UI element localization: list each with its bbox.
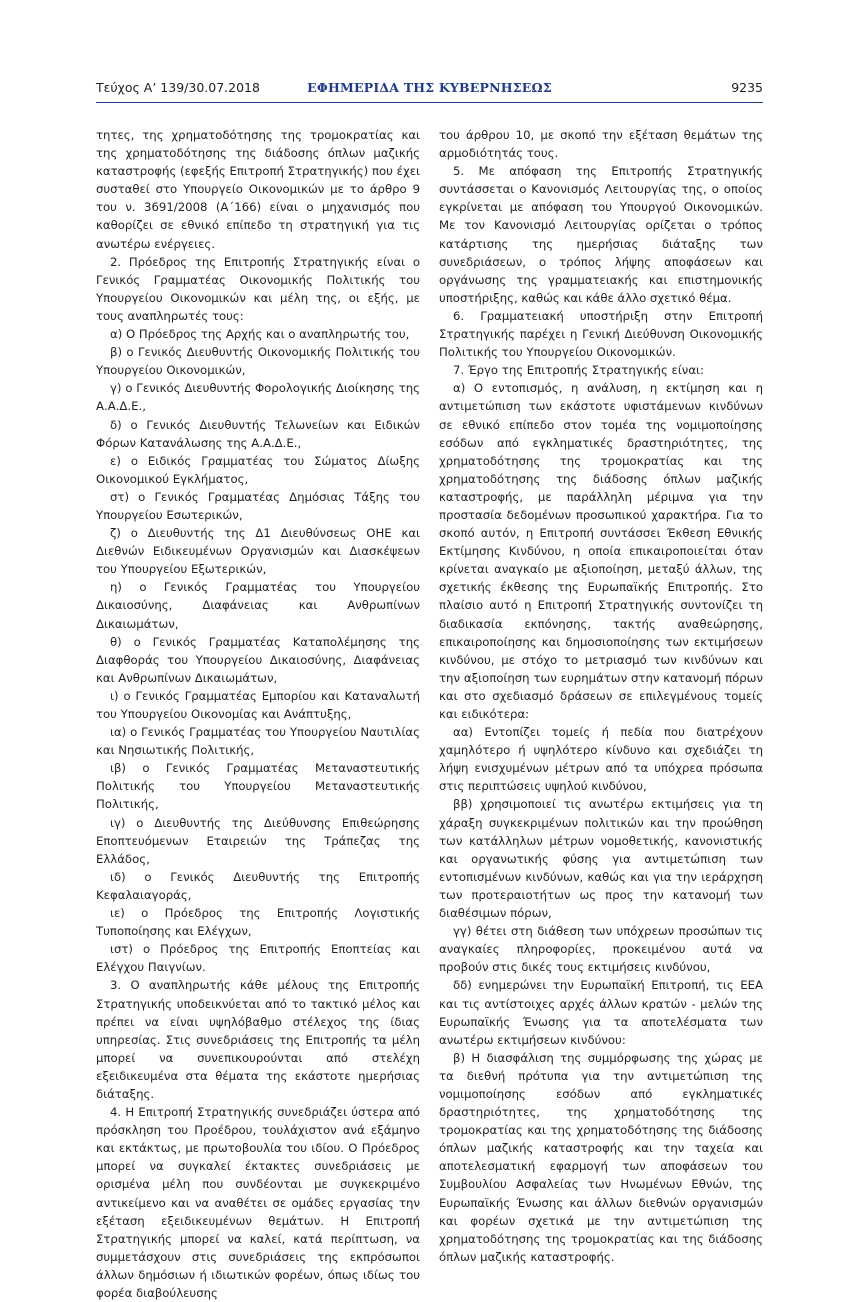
list-item: αα) Εντοπίζει τομείς ή πεδία που διατρέχουν χαμηλότερο ή υψηλότερο κίνδυνο και σχεδιάζει τη λήψη ενισχυμένων μέτρων από τα υπόχρεα πρόσωπα στις περιπτώσεις υψηλού κινδύνου,	[439, 725, 763, 794]
list-item: στ) ο Γενικός Γραμματέας Δημόσιας Τάξης του Υπουργείου Εσωτερικών,	[96, 489, 420, 522]
page-header	[96, 80, 763, 100]
list-item: ε) ο Ειδικός Γραμματέας του Σώματος Δίωξης Οικονομικού Εγκλήματος,	[96, 453, 420, 486]
list-item: β) ο Γενικός Διευθυντής Οικονομικής Πολιτικής του Υπουργείου Οικονομικών,	[96, 345, 420, 378]
list-item: δδ) ενημερώνει την Ευρωπαϊκή Επιτροπή, τις ΕΕΑ και τις αντίστοιχες αρχές άλλων κρατών - μελών της Ευρωπαϊκής Ένωσης για τα αποτελέσματα των ανωτέρω εκτιμήσεων κινδύνου:	[439, 978, 763, 1047]
paragraph: 3. Ο αναπληρωτής κάθε μέλους της Επιτροπής Στρατηγικής υποδεικνύεται από το τακτικό μέλος και πρέπει να είναι υψηλόβαθμο στέλεχος της ίδιας υπηρεσίας. Στις συνεδριάσεις της Επιτροπής τα μέλη μπορεί να συνεπικουρούνται από στελέχη εξειδικευμένα στα θέματα της εκάστοτε ημερήσιας διάταξης.	[96, 978, 420, 1101]
list-item: ιε) ο Πρόεδρος της Επιτροπής Λογιστικής Τυποποίησης και Ελέγχων,	[96, 906, 420, 939]
paragraph: 6. Γραμματειακή υποστήριξη στην Επιτροπή Στρατηγικής παρέχει η Γενική Διεύθυνση Οικονομικής Πολιτικής του Υπουργείου Οικονομικών.	[439, 308, 763, 360]
paragraph: α) Ο εντοπισμός, η ανάλυση, η εκτίμηση και η αντιμετώπιση των εκάστοτε υφιστάμενων κινδύνων σε εθνικό επίπεδο στον τομέα της νομιμοποίησης εσόδων από εγκληματικές δραστηριότητες, της χρηματοδότησης της τρομοκρατίας και της χρηματοδότησης της διάδοσης όπλων μαζικής καταστροφής, με παράλληλη μέριμνα για την προστασία δεδομένων προσωπικού χαρακτήρα. Για το σκοπό αυτόν, η Επιτροπή συντάσσει Έκθεση Εθνικής Εκτίμησης Κινδύνου, η οποία επικαιροποιείται όταν κρίνεται αναγκαίο με αξιοποίηση, μεταξύ άλλων, της σχετικής έκθεσης της Ευρωπαϊκής Επιτροπής. Στο πλαίσιο αυτό η Επιτροπή Στρατηγικής συντονίζει τη διαδικασία εκπόνησης, τακτής αναθεώρησης, επικαιροποίησης και δημοσιοποίησης των εκτιμήσεων κινδύνου, με στόχο το μετριασμό των κινδύνων και την αξιοποίηση των ευρημάτων στην κατανομή πόρων και στο σχεδιασμό δράσεων σε επιλεγμένους τομείς και ειδικότερα:	[439, 381, 763, 721]
paragraph: 5. Με απόφαση της Επιτροπής Στρατηγικής συντάσσεται ο Κανονισμός Λειτουργίας της, ο οποίος εγκρίνεται με απόφαση του Υπουργού Οικονομικών. Με τον Κανονισμό Λειτουργίας ορίζεται ο τρόπος κατάρτισης της ημερήσιας διάταξης των συνεδριάσεων, ο τρόπος λήψης αποφάσεων και οργάνωσης της γραμματειακής και επιστημονικής υποστήριξης, καθώς και κάθε άλλο σχετικό θέμα.	[439, 164, 763, 305]
list-item: ιστ) ο Πρόεδρος της Επιτροπής Εποπτείας και Ελέγχου Παιγνίων.	[96, 942, 420, 975]
right-column	[439, 126, 763, 1266]
list-item: ιβ) ο Γενικός Γραμματέας Μεταναστευτικής Πολιτικής του Υπουργείου Μεταναστευτικής Πολιτικής,	[96, 761, 420, 812]
list-item: δ) ο Γενικός Διευθυντής Τελωνείων και Ειδικών Φόρων Κατανάλωσης της Α.Α.Δ.Ε.,	[96, 417, 420, 450]
header-divider	[96, 102, 763, 103]
list-item: η) ο Γενικός Γραμματέας του Υπουργείου Δικαιοσύνης, Διαφάνειας και Ανθρωπίνων Δικαιωμάτων,	[96, 580, 420, 631]
list-item: ββ) χρησιμοποιεί τις ανωτέρω εκτιμήσεις για τη χάραξη συγκεκριμένων πολιτικών και την προώθηση των κατάλληλων μέτρων νομοθετικής, κανονιστικής και οργανωτικής φύσης για αντιμετώπιση των εντοπισμένων κινδύνων, καθώς και για την ιεράρχηση των προτεραιοτήτων ως προς την κατανομή των διαθέσιμων πόρων,	[439, 797, 763, 921]
list-item: α) Ο Πρόεδρος της Αρχής και ο αναπληρωτής του,	[110, 327, 410, 342]
gazette-title: ΕΦΗΜΕΡΙΔΑ ΤΗΣ ΚΥΒΕΡΝΗΣΕΩΣ	[307, 80, 552, 95]
paragraph: 7. Έργο της Επιτροπής Στρατηγικής είναι:	[453, 363, 704, 378]
issue-reference: Τεύχος A’ 139/30.07.2018	[96, 80, 260, 95]
page-number: 9235	[731, 80, 763, 95]
list-item: γγ) θέτει στη διάθεση των υπόχρεων προσώπων τις αναγκαίες πληροφορίες, προκειμένου αυτά να προβούν στις δικές τους εκτιμήσεις κινδύνου,	[439, 924, 763, 975]
list-item: ιγ) ο Διευθυντής της Διεύθυνσης Επιθεώρησης Εποπτευόμενων Εταιρειών της Τράπεζας της Ελλάδος,	[96, 815, 420, 866]
document-body	[96, 126, 763, 1300]
paragraph: 4. Η Επιτροπή Στρατηγικής συνεδριάζει ύστερα από πρόσκληση του Προέδρου, τουλάχιστον ανά εξάμηνο και εκτάκτως, με πρωτοβουλία του ιδίου. Ο Πρόεδρος μπορεί να συγκαλεί έκτακτες συνεδριάσεις με ορισμένα μέλη που συνδέονται με συγκεκριμένο αντικείμενο και να αναθέτει σε ομάδες εργασίας την εξέταση εξειδικευμένων θεμάτων. Η Επιτροπή Στρατηγικής μπορεί να καλεί, κατά περίπτωση, να συμμετάσχουν στις συνεδριάσεις της εκπρόσωποι άλλων δημόσιων ή ιδιωτικών φορέων, όπως ιδίως του φορέα διαβούλευσης	[96, 1105, 420, 1300]
list-item: θ) ο Γενικός Γραμματέας Καταπολέμησης της Διαφθοράς του Υπουργείου Δικαιοσύνης, Διαφάνειας και Ανθρωπίνων Δικαιωμάτων,	[96, 634, 420, 685]
list-item: ζ) ο Διευθυντής της Δ1 Διευθύνσεως ΟΗΕ και Διεθνών Ειδικευμένων Οργανισμών και Διασκέψεων του Υπουργείου Εξωτερικών,	[96, 526, 420, 577]
list-item: ια) ο Γενικός Γραμματέας του Υπουργείου Ναυτιλίας και Νησιωτικής Πολιτικής,	[96, 725, 420, 758]
paragraph: του άρθρου 10, με σκοπό την εξέταση θεμάτων της αρμοδιότητάς τους.	[439, 128, 763, 161]
left-column	[96, 126, 420, 1302]
list-item: ιδ) ο Γενικός Διευθυντής της Επιτροπής Κεφαλαιαγοράς,	[96, 869, 420, 902]
list-item: ι) ο Γενικός Γραμματέας Εμπορίου και Καταναλωτή του Υπουργείου Οικονομίας και Ανάπτυξης,	[96, 688, 420, 721]
paragraph: 2. Πρόεδρος της Επιτροπής Στρατηγικής είναι ο Γενικός Γραμματέας Οικονομικής Πολιτικής του Υπουργείου Οικονομικών και μέλη της, οι εξής, με τους αναπληρωτές τους:	[96, 254, 420, 323]
list-item: γ) ο Γενικός Διευθυντής Φορολογικής Διοίκησης της Α.Α.Δ.Ε.,	[96, 381, 420, 414]
paragraph: β) Η διασφάλιση της συμμόρφωσης της χώρας με τα διεθνή πρότυπα για την αντιμετώπιση της νομιμοποίησης εσόδων από εγκληματικές δραστηριότητες, της χρηματοδότησης της τρομοκρατίας και της χρηματοδότησης της διάδοσης όπλων μαζικής καταστροφής και την ταχεία και αποτελεσματική εφαρμογή των αποφάσεων του Συμβουλίου Ασφαλείας των Ηνωμένων Εθνών, της Ευρωπαϊκής Ένωσης και άλλων διεθνών οργανισμών και φορέων σχετικά με την αντιμετώπιση της χρηματοδότησης της τρομοκρατίας και της διάδοσης όπλων μαζικής καταστροφής.	[439, 1050, 763, 1264]
paragraph: τητες, της χρηματοδότησης της τρομοκρατίας και της χρηματοδότησης της διάδοσης όπλων μαζικής καταστροφής (εφεξής Επιτροπή Στρατηγικής) που έχει συσταθεί στο Υπουργείο Οικονομικών με το άρθρο 9 του ν. 3691/2008 (Α΄166) είναι ο μηχανισμός που καθορίζει σε εθνικό επίπεδο τη στρατηγική για τις ανωτέρω ενέργειες.	[96, 128, 420, 251]
